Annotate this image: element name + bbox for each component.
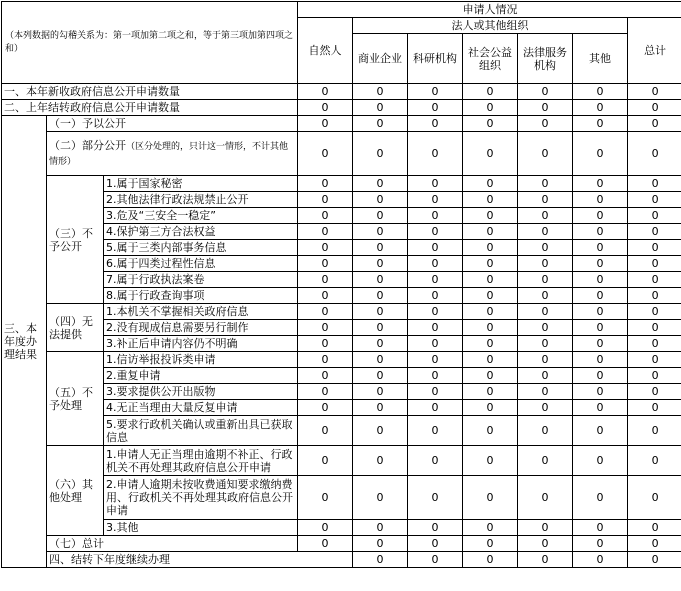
cell-value: 0 [628, 320, 681, 336]
col-natural-person: 自然人 [298, 18, 353, 84]
row-label: 8.属于行政查询事项 [104, 288, 298, 304]
row-group-label: 三、本年度办理结果 [2, 116, 47, 568]
cell-value: 0 [518, 224, 573, 240]
cell-value: 0 [573, 400, 628, 416]
cell-value: 0 [518, 240, 573, 256]
cell-value: 0 [518, 304, 573, 320]
row-label: 5.属于三类内部事务信息 [104, 240, 298, 256]
row-label: （七）总计 [47, 536, 298, 552]
cell-value: 0 [573, 116, 628, 132]
cell-value: 0 [518, 100, 573, 116]
cell-value: 0 [298, 336, 353, 352]
cell-value: 0 [353, 272, 408, 288]
row-label: 1.信访举报投诉类申请 [104, 352, 298, 368]
cell-value: 0 [353, 320, 408, 336]
cell-value: 0 [463, 240, 518, 256]
table-row [2, 304, 681, 320]
table-row [2, 384, 681, 400]
cell-value: 0 [408, 446, 463, 476]
cell-value: 0 [353, 416, 408, 446]
cell-value: 0 [353, 240, 408, 256]
cell-value: 0 [628, 240, 681, 256]
cell-value: 0 [298, 384, 353, 400]
cell-value: 0 [628, 288, 681, 304]
cell-value: 0 [298, 352, 353, 368]
cell-value: 0 [628, 176, 681, 192]
row-subgroup-label: （六）其他处理 [47, 446, 104, 536]
cell-value: 0 [408, 304, 463, 320]
cell-value: 0 [518, 176, 573, 192]
cell-value: 0 [573, 208, 628, 224]
cell-value: 0 [408, 132, 463, 176]
cell-value: 0 [463, 100, 518, 116]
cell-value: 0 [628, 384, 681, 400]
cell-value: 0 [573, 132, 628, 176]
col-public-welfare: 社会公益组织 [463, 34, 518, 84]
cell-value: 0 [573, 240, 628, 256]
cell-value: 0 [353, 552, 408, 568]
table-row [2, 336, 681, 352]
cell-value: 0 [298, 536, 353, 552]
table-row [2, 476, 681, 520]
cell-value: 0 [353, 256, 408, 272]
cell-value: 0 [408, 84, 463, 100]
cell-value: 0 [463, 272, 518, 288]
cell-value: 0 [408, 368, 463, 384]
table-row [2, 352, 681, 368]
cell-value: 0 [628, 552, 681, 568]
cell-value: 0 [518, 132, 573, 176]
cell-value: 0 [573, 536, 628, 552]
cell-value: 0 [628, 536, 681, 552]
cell-value: 0 [518, 256, 573, 272]
cell-value: 0 [628, 368, 681, 384]
cell-value: 0 [518, 446, 573, 476]
row-label: 2.其他法律行政法规禁止公开 [104, 192, 298, 208]
row-label: 5.要求行政机关确认或重新出具已获取信息 [104, 416, 298, 446]
cell-value: 0 [463, 384, 518, 400]
cell-value: 0 [463, 256, 518, 272]
cell-value: 0 [298, 192, 353, 208]
table-row [2, 272, 681, 288]
cell-value: 0 [463, 132, 518, 176]
cell-value: 0 [353, 476, 408, 520]
cell-value: 0 [408, 352, 463, 368]
col-business: 商业企业 [353, 34, 408, 84]
cell-value: 0 [573, 520, 628, 536]
cell-value: 0 [353, 384, 408, 400]
table-row [2, 368, 681, 384]
cell-value: 0 [518, 384, 573, 400]
cell-value: 0 [353, 520, 408, 536]
row-label: 四、结转下年度继续办理 [47, 552, 353, 568]
cell-value: 0 [408, 536, 463, 552]
cell-value: 0 [518, 536, 573, 552]
cell-value: 0 [573, 176, 628, 192]
cell-value: 0 [408, 256, 463, 272]
table-row [2, 240, 681, 256]
cell-value: 0 [463, 400, 518, 416]
cell-value: 0 [463, 336, 518, 352]
cell-value: 0 [628, 256, 681, 272]
cell-value: 0 [628, 446, 681, 476]
cell-value: 0 [628, 476, 681, 520]
cell-value: 0 [353, 192, 408, 208]
header-legal-org: 法人或其他组织 [353, 18, 628, 34]
cell-value: 0 [518, 352, 573, 368]
cell-value: 0 [573, 416, 628, 446]
cell-value: 0 [298, 304, 353, 320]
disclosure-table [1, 1, 681, 568]
cell-value: 0 [408, 520, 463, 536]
row-label [47, 132, 298, 176]
cell-value: 0 [353, 400, 408, 416]
cell-value: 0 [463, 116, 518, 132]
cell-value: 0 [298, 272, 353, 288]
cell-value: 0 [463, 536, 518, 552]
header-note: （本列数据的勾稽关系为：第一项加第二项之和，等于第三项加第四项之和） [2, 2, 298, 84]
cell-value: 0 [408, 176, 463, 192]
cell-value: 0 [408, 384, 463, 400]
cell-value: 0 [628, 100, 681, 116]
cell-value: 0 [353, 224, 408, 240]
table-row [2, 288, 681, 304]
cell-value: 0 [573, 384, 628, 400]
cell-value: 0 [298, 416, 353, 446]
cell-value: 0 [463, 352, 518, 368]
table-row [2, 446, 681, 476]
cell-value: 0 [408, 336, 463, 352]
cell-value: 0 [573, 552, 628, 568]
cell-value: 0 [628, 192, 681, 208]
cell-value: 0 [353, 336, 408, 352]
cell-value: 0 [463, 84, 518, 100]
cell-value: 0 [463, 208, 518, 224]
cell-value: 0 [518, 400, 573, 416]
col-other: 其他 [573, 34, 628, 84]
table-row [2, 256, 681, 272]
cell-value: 0 [463, 192, 518, 208]
table-row [2, 116, 681, 132]
row-label: 4.无正当理由大量反复申请 [104, 400, 298, 416]
table-row [2, 536, 681, 552]
cell-value: 0 [408, 208, 463, 224]
row-label: 3.危及“三安全一稳定” [104, 208, 298, 224]
cell-value: 0 [353, 84, 408, 100]
cell-value: 0 [518, 272, 573, 288]
cell-value: 0 [353, 176, 408, 192]
cell-value: 0 [463, 368, 518, 384]
row-label: 2.重复申请 [104, 368, 298, 384]
row-label: 6.属于四类过程性信息 [104, 256, 298, 272]
table-row [2, 400, 681, 416]
cell-value: 0 [353, 288, 408, 304]
cell-value: 0 [408, 116, 463, 132]
cell-value: 0 [463, 224, 518, 240]
cell-value: 0 [298, 400, 353, 416]
table-row [2, 320, 681, 336]
cell-value: 0 [353, 536, 408, 552]
cell-value: 0 [298, 256, 353, 272]
row-label: 2.申请人逾期未按收费通知要求缴纳费用、行政机关不再处理其政府信息公开申请 [104, 476, 298, 520]
cell-value: 0 [408, 240, 463, 256]
row-label: 3.要求提供公开出版物 [104, 384, 298, 400]
cell-value: 0 [628, 400, 681, 416]
cell-value: 0 [463, 446, 518, 476]
cell-value: 0 [628, 224, 681, 240]
cell-value: 0 [518, 84, 573, 100]
cell-value: 0 [628, 336, 681, 352]
row-label: 3.补正后申请内容仍不明确 [104, 336, 298, 352]
cell-value: 0 [518, 320, 573, 336]
cell-value: 0 [573, 288, 628, 304]
cell-value: 0 [408, 416, 463, 446]
row-label: 一、本年新收政府信息公开申请数量 [2, 84, 298, 100]
col-research: 科研机构 [408, 34, 463, 84]
row-label-main: （二）部分公开 [49, 139, 126, 152]
cell-value: 0 [628, 520, 681, 536]
cell-value: 0 [298, 100, 353, 116]
cell-value: 0 [298, 320, 353, 336]
cell-value: 0 [628, 416, 681, 446]
cell-value: 0 [573, 84, 628, 100]
cell-value: 0 [628, 132, 681, 176]
row-label: 4.保护第三方合法权益 [104, 224, 298, 240]
cell-value: 0 [573, 336, 628, 352]
cell-value: 0 [298, 176, 353, 192]
cell-value: 0 [628, 304, 681, 320]
cell-value: 0 [463, 416, 518, 446]
cell-value: 0 [408, 288, 463, 304]
cell-value: 0 [518, 336, 573, 352]
row-label: （一）予以公开 [47, 116, 298, 132]
cell-value: 0 [463, 476, 518, 520]
cell-value: 0 [408, 476, 463, 520]
cell-value: 0 [298, 132, 353, 176]
cell-value: 0 [298, 476, 353, 520]
cell-value: 0 [628, 84, 681, 100]
table-row [2, 520, 681, 536]
cell-value: 0 [463, 304, 518, 320]
col-total: 总计 [628, 18, 681, 84]
table-row [2, 100, 681, 116]
row-label: 1.本机关不掌握相关政府信息 [104, 304, 298, 320]
cell-value: 0 [573, 256, 628, 272]
cell-value: 0 [353, 208, 408, 224]
cell-value: 0 [573, 272, 628, 288]
row-label-note: （区分处理的，只计这一情形，不计其他情形） [49, 142, 288, 167]
cell-value: 0 [518, 552, 573, 568]
cell-value: 0 [353, 100, 408, 116]
table-row [2, 192, 681, 208]
cell-value: 0 [518, 288, 573, 304]
cell-value: 0 [408, 552, 463, 568]
cell-value: 0 [353, 304, 408, 320]
row-label: 1.申请人无正当理由逾期不补正、行政机关不再处理其政府信息公开申请 [104, 446, 298, 476]
row-subgroup-label: （五）不予处理 [47, 352, 104, 446]
cell-value: 0 [573, 368, 628, 384]
cell-value: 0 [298, 446, 353, 476]
cell-value: 0 [408, 320, 463, 336]
cell-value: 0 [353, 132, 408, 176]
cell-value: 0 [628, 208, 681, 224]
cell-value: 0 [518, 368, 573, 384]
cell-value: 0 [463, 288, 518, 304]
cell-value: 0 [518, 520, 573, 536]
cell-value: 0 [518, 476, 573, 520]
table-row [2, 416, 681, 446]
cell-value: 0 [573, 476, 628, 520]
cell-value: 0 [518, 116, 573, 132]
cell-value: 0 [298, 520, 353, 536]
cell-value: 0 [298, 116, 353, 132]
cell-value: 0 [628, 116, 681, 132]
cell-value: 0 [463, 520, 518, 536]
cell-value: 0 [298, 208, 353, 224]
row-label: 1.属于国家秘密 [104, 176, 298, 192]
cell-value: 0 [518, 416, 573, 446]
cell-value: 0 [518, 192, 573, 208]
cell-value: 0 [298, 368, 353, 384]
cell-value: 0 [463, 320, 518, 336]
cell-value: 0 [573, 224, 628, 240]
table-row [2, 552, 681, 568]
cell-value: 0 [298, 288, 353, 304]
row-label: 7.属于行政执法案卷 [104, 272, 298, 288]
table-row [2, 176, 681, 192]
cell-value: 0 [408, 400, 463, 416]
row-subgroup-label: （三）不予公开 [47, 176, 104, 304]
row-label: 3.其他 [104, 520, 298, 536]
cell-value: 0 [298, 84, 353, 100]
cell-value: 0 [628, 352, 681, 368]
table-row [2, 84, 681, 100]
table-row [2, 132, 681, 176]
cell-value: 0 [628, 272, 681, 288]
table-row [2, 208, 681, 224]
cell-value: 0 [518, 208, 573, 224]
cell-value: 0 [573, 192, 628, 208]
cell-value: 0 [408, 192, 463, 208]
row-label: 二、上年结转政府信息公开申请数量 [2, 100, 298, 116]
row-label: 2.没有现成信息需要另行制作 [104, 320, 298, 336]
table-row [2, 224, 681, 240]
cell-value: 0 [298, 240, 353, 256]
cell-value: 0 [573, 320, 628, 336]
row-subgroup-label: （四）无法提供 [47, 304, 104, 352]
cell-value: 0 [408, 272, 463, 288]
col-legal-service: 法律服务机构 [518, 34, 573, 84]
cell-value: 0 [353, 116, 408, 132]
cell-value: 0 [353, 368, 408, 384]
cell-value: 0 [573, 352, 628, 368]
cell-value: 0 [298, 224, 353, 240]
cell-value: 0 [408, 100, 463, 116]
cell-value: 0 [463, 176, 518, 192]
cell-value: 0 [408, 224, 463, 240]
cell-value: 0 [353, 446, 408, 476]
cell-value: 0 [573, 304, 628, 320]
cell-value: 0 [353, 352, 408, 368]
cell-value: 0 [573, 446, 628, 476]
cell-value: 0 [573, 100, 628, 116]
cell-value: 0 [463, 552, 518, 568]
header-applicant-info: 申请人情况 [298, 2, 681, 18]
